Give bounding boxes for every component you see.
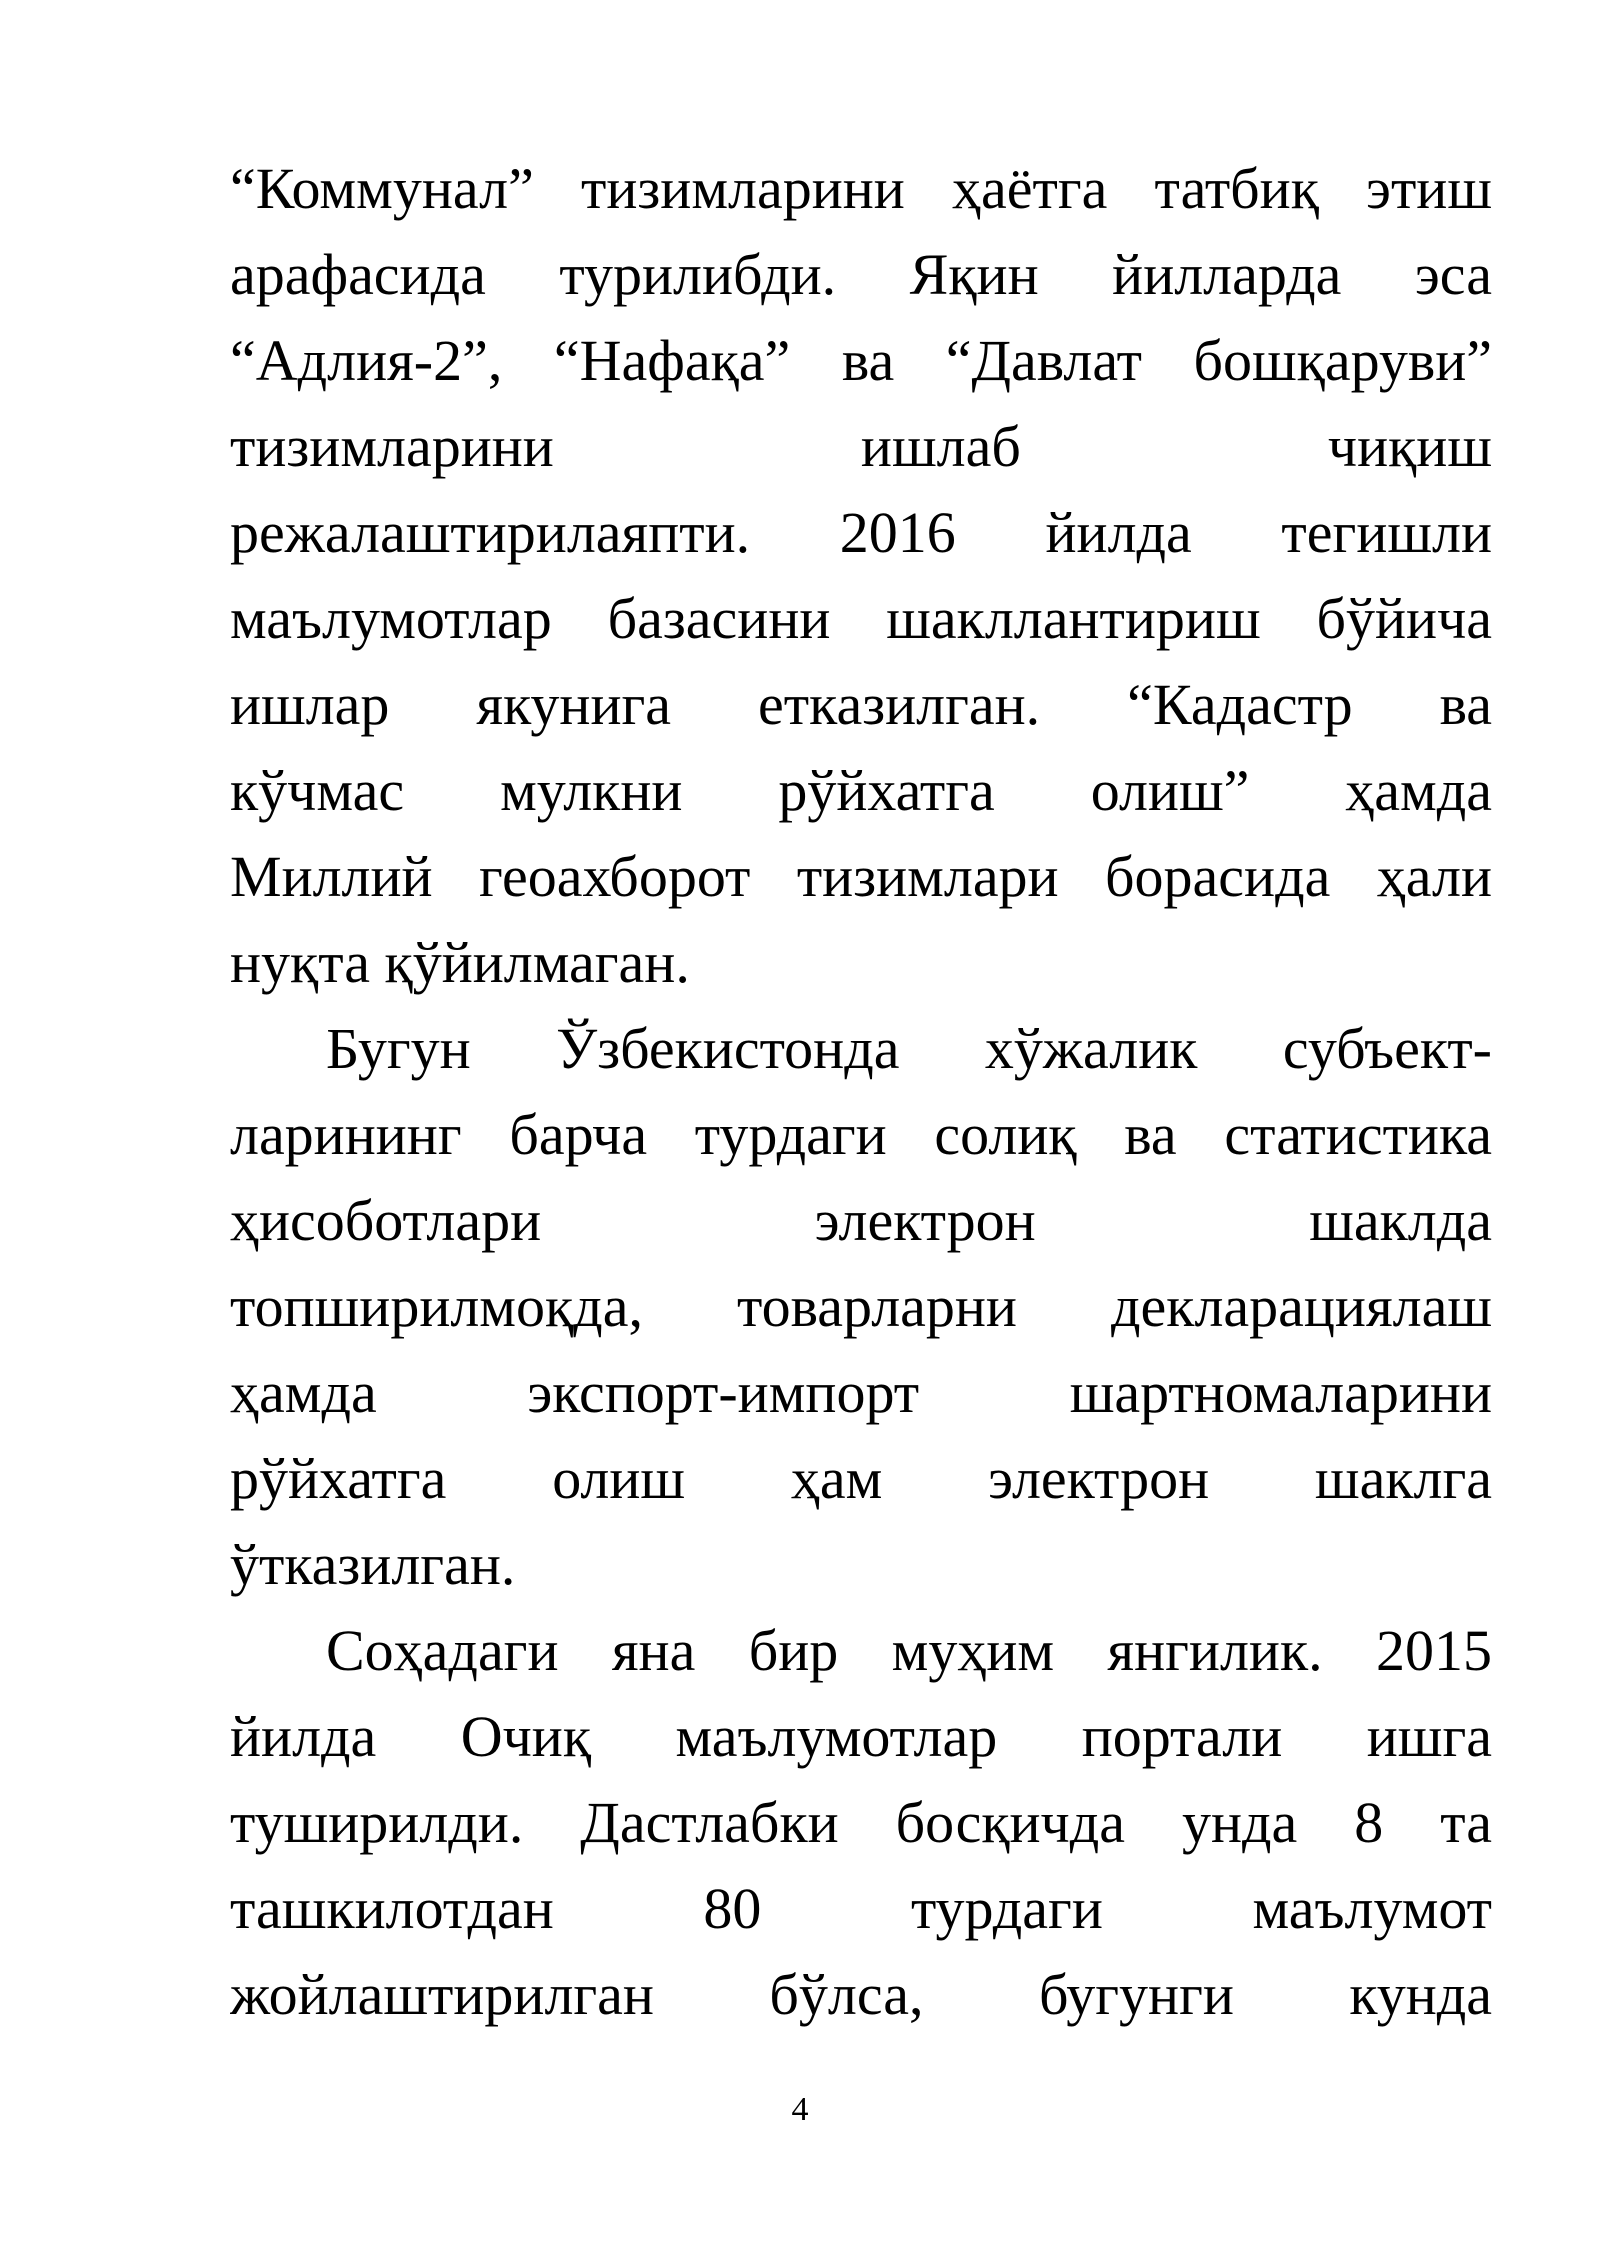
text-line: нуқта қўйилмаган. (230, 930, 690, 995)
text-line: Бугун Ўзбекистонда хўжалик субъект- (326, 1016, 1492, 1081)
text-line: рўйхатга олиш ҳам электрон шаклга (230, 1446, 1492, 1511)
text-line: топширилмоқда, товарларни декларациялаш (230, 1274, 1492, 1339)
text-line: режалаштирилаяпти. 2016 йилда тегишли (230, 500, 1492, 565)
text-line: ташкилотдан 80 турдаги маълумот (230, 1876, 1492, 1941)
text-line: ҳисоботлари электрон шаклда (230, 1188, 1492, 1253)
text-line: арафасида турилибди. Яқин йилларда эса (230, 242, 1492, 307)
text-line: йилда Очиқ маълумотлар портали ишга (230, 1704, 1492, 1769)
text-line: “Адлия-2”, “Нафақа” ва “Давлат бошқаруви” (230, 328, 1492, 393)
text-line: Миллий геоахборот тизимлари борасида ҳали (230, 844, 1492, 909)
text-line: ишлар якунига етказилган. “Кадастр ва (230, 672, 1492, 737)
text-line: туширилди. Дастлабки босқичда унда 8 та (230, 1790, 1492, 1855)
text-line: “Коммунал” тизимларини ҳаётга татбиқ этиш (230, 156, 1492, 221)
text-line: кўчмас мулкни рўйхатга олиш” ҳамда (230, 758, 1492, 823)
text-line: тизимларини ишлаб чиқиш (230, 414, 1492, 479)
page-number: 4 (791, 2091, 809, 2128)
text-line: Соҳадаги яна бир муҳим янгилик. 2015 (326, 1618, 1492, 1683)
text-line: ларининг барча турдаги солиқ ва статистика (230, 1102, 1492, 1167)
text-line: маълумотлар базасини шакллантириш бўйича (230, 586, 1492, 651)
body-text (230, 146, 1492, 2038)
text-line: жойлаштирилган бўлса, бугунги кунда (230, 1962, 1492, 2027)
text-line: ҳамда экспорт-импорт шартномаларини (230, 1360, 1492, 1425)
text-line: ўтказилган. (230, 1532, 516, 1597)
